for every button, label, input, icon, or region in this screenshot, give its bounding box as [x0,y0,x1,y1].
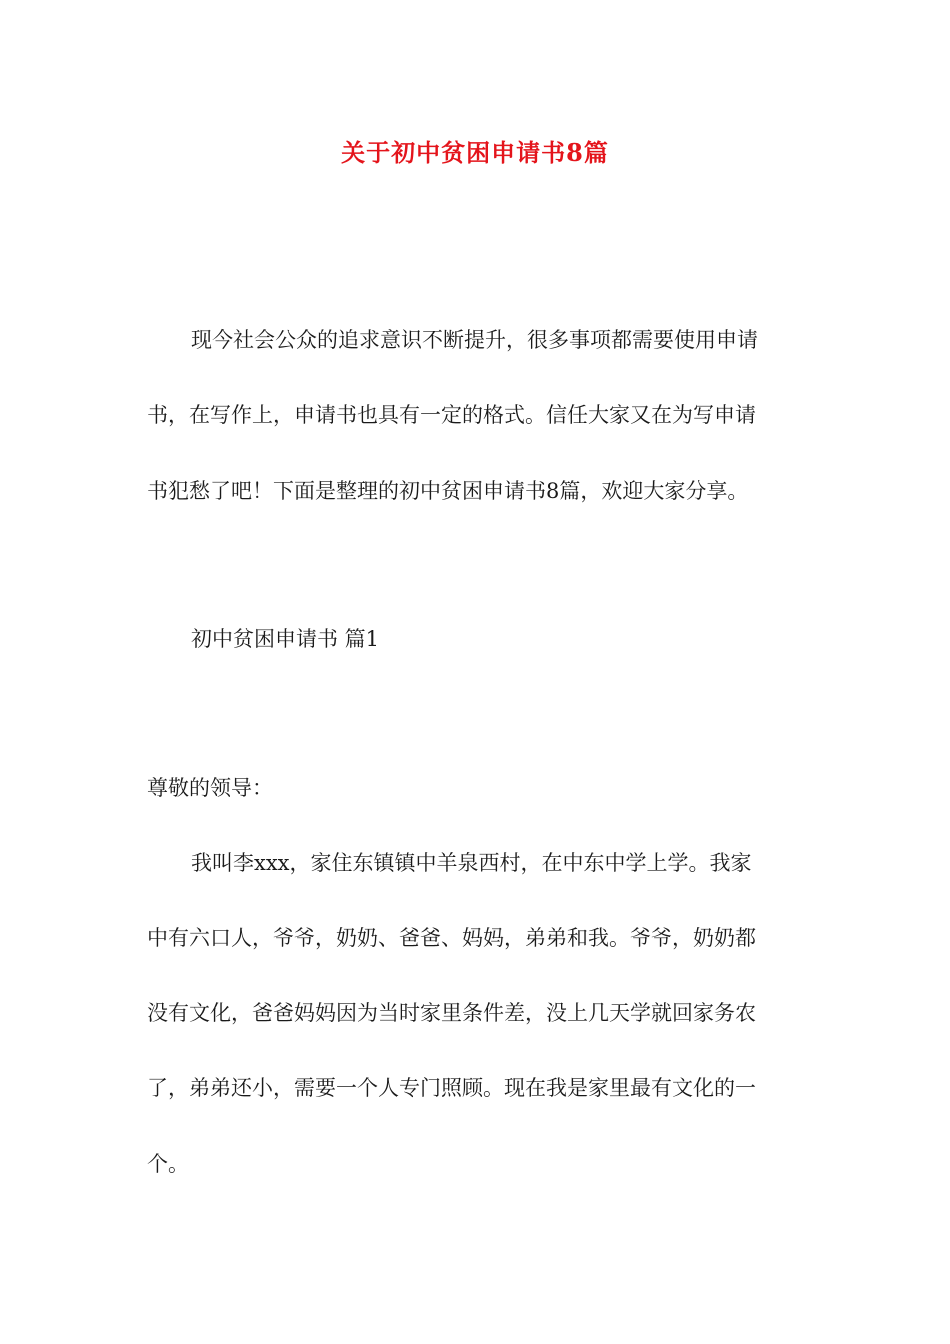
body-line-5: 个。 [147,1152,189,1176]
intro-line-2: 书，在写作上，申请书也具有一定的格式。信任大家又在为写申请 [147,403,756,427]
intro-line-1: 现今社会公众的追求意识不断提升，很多事项都需要使用申请 [191,328,758,352]
salutation: 尊敬的领导： [147,776,273,800]
body-line-2: 中有六口人，爷爷，奶奶、爸爸、妈妈，弟弟和我。爷爷，奶奶都 [147,926,756,950]
intro-line-3: 书犯愁了吧！下面是整理的初中贫困申请书8篇，欢迎大家分享。 [147,479,749,503]
body-line-1: 我叫李xxx，家住东镇镇中羊泉西村，在中东中学上学。我家 [191,851,752,875]
document-title: 关于初中贫困申请书8篇 [341,138,609,167]
section-heading: 初中贫困申请书 篇1 [191,627,380,651]
body-line-3: 没有文化，爸爸妈妈因为当时家里条件差，没上几天学就回家务农 [147,1001,756,1025]
body-line-4: 了，弟弟还小，需要一个人专门照顾。现在我是家里最有文化的一 [147,1076,756,1100]
